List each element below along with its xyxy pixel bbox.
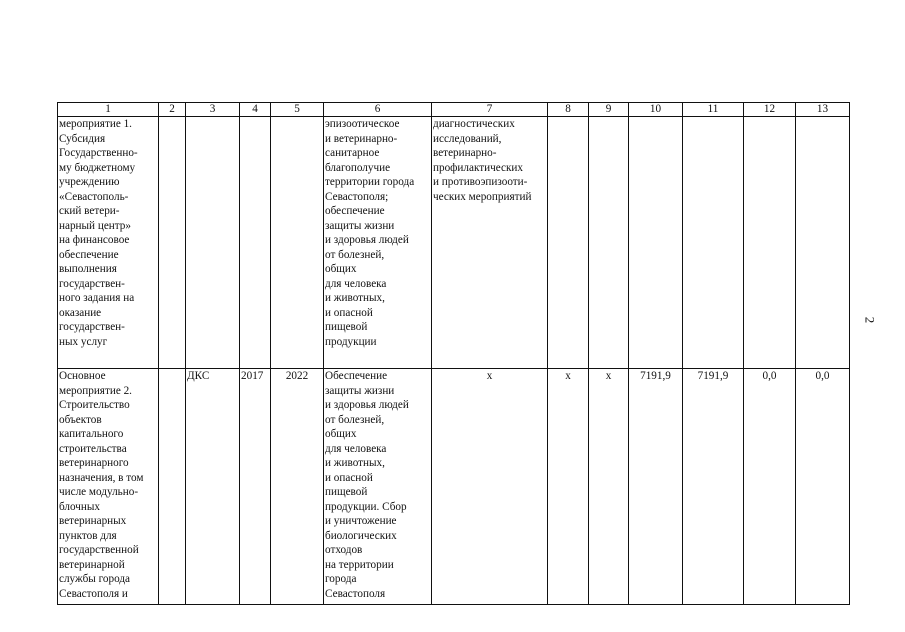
table-cell [159, 117, 186, 369]
table-cell [548, 117, 589, 369]
header-cell-5: 5 [271, 103, 324, 117]
measure-name-cell: Основное мероприятие 2. Строительство объектов капитального строительства ветеринарного назначения, в том числе модульно- блочных ветеринарных пунктов для государственной ветеринарной службы города Севастополя и [58, 369, 159, 605]
header-cell-9: 9 [589, 103, 629, 117]
end-year-cell [271, 117, 324, 369]
end-year-cell: 2022 [271, 369, 324, 605]
amount-cell [744, 117, 796, 369]
header-cell-4: 4 [240, 103, 271, 117]
budget-table [57, 102, 850, 605]
page-number: 2 [862, 316, 878, 324]
header-cell-10: 10 [629, 103, 683, 117]
header-row [58, 103, 850, 117]
table-cell: x [548, 369, 589, 605]
header-cell-8: 8 [548, 103, 589, 117]
amount-cell [683, 117, 744, 369]
header-cell-2: 2 [159, 103, 186, 117]
measure-name-cell: мероприятие 1. Субсидия Государственно- му бюджетному учреждению «Севастополь- ский ветери- нарный центр» на финансовое обеспечение выполнения государствен- ного задания на оказание государствен- ных услуг [58, 117, 159, 369]
expected-result-cell: Обеспечение защиты жизни и здоровья людей от болезней, общих для человека и животных, и опасной пищевой продукции. Сбор и уничтожение биологических отходов на территории города Севастополя [324, 369, 432, 605]
amount-cell: 7191,9 [683, 369, 744, 605]
table-cell [589, 117, 629, 369]
header-cell-3: 3 [186, 103, 240, 117]
header-cell-11: 11 [683, 103, 744, 117]
amount-cell: 0,0 [796, 369, 850, 605]
expected-result-cell: эпизоотическое и ветеринарно- санитарное благополучие территории города Севастополя; обеспечение защиты жизни и здоровья людей от болезней, общих для человека и животных, и опасной пищевой продукции [324, 117, 432, 369]
header-cell-1: 1 [58, 103, 159, 117]
header-cell-13: 13 [796, 103, 850, 117]
amount-cell [796, 117, 850, 369]
amount-cell: 7191,9 [629, 369, 683, 605]
table-cell: x [589, 369, 629, 605]
table-row [58, 117, 850, 369]
indicator-cell: x [432, 369, 548, 605]
table-row [58, 369, 850, 605]
amount-cell: 0,0 [744, 369, 796, 605]
header-cell-7: 7 [432, 103, 548, 117]
header-cell-6: 6 [324, 103, 432, 117]
amount-cell [629, 117, 683, 369]
executor-cell: ДКС [186, 369, 240, 605]
header-cell-12: 12 [744, 103, 796, 117]
executor-cell [186, 117, 240, 369]
indicator-cell: диагностических исследований, ветеринарно- профилактических и противоэпизооти- ческих мероприятий [432, 117, 548, 369]
table-cell [159, 369, 186, 605]
start-year-cell [240, 117, 271, 369]
start-year-cell: 2017 [240, 369, 271, 605]
